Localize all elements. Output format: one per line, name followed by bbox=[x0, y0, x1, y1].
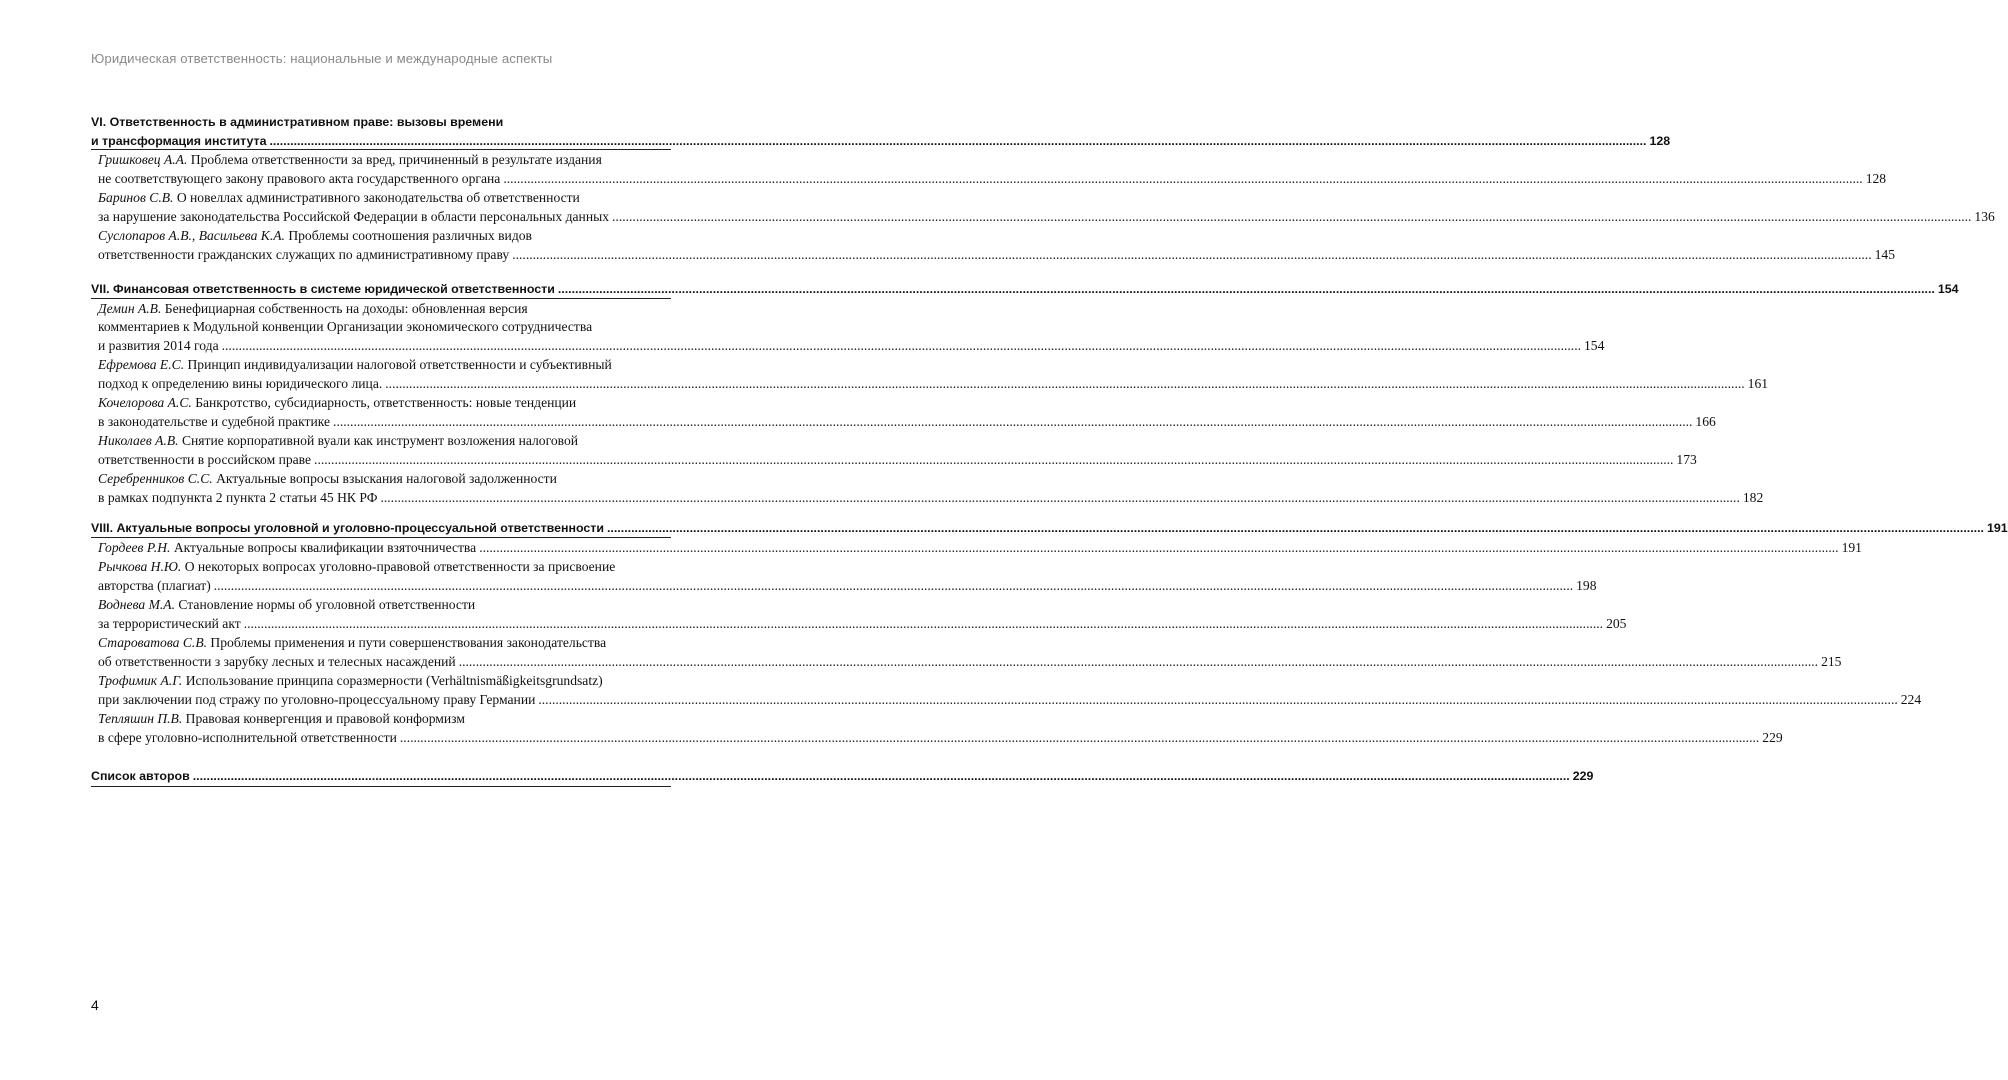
page-ref: 166 bbox=[1695, 413, 1716, 429]
entry-text: комментариев к Модульной конвенции Организации экономического сотрудничества bbox=[98, 319, 593, 334]
entry-author: Кочелорова А.С. bbox=[98, 395, 192, 410]
page-ref: 229 bbox=[1572, 769, 1594, 783]
toc-entry bbox=[98, 672, 671, 690]
entry-text: Серебренников С.С. Актуальные вопросы взыскания налоговой задолженности bbox=[98, 471, 557, 486]
entry-author: Тепляшин П.В. bbox=[98, 711, 183, 726]
dot-leader: ................................................................................................................................................................................................................................................................................................................................................................................................................ bbox=[269, 133, 1647, 148]
entry-text: Суслопаров А.В., Васильева К.А. Проблемы соотношения различных видов bbox=[98, 228, 532, 243]
toc-entry bbox=[98, 151, 671, 169]
toc-entry bbox=[98, 300, 671, 318]
toc-entry bbox=[98, 413, 1716, 431]
page-number: 4 bbox=[91, 997, 99, 1013]
dot-leader: ................................................................................................................................................................................................................................................................................................................................................................................................................ bbox=[213, 577, 1574, 593]
dot-leader: ................................................................................................................................................................................................................................................................................................................................................................................................................ bbox=[606, 521, 1984, 535]
page-ref: 191 bbox=[1987, 521, 2008, 535]
entry-text: Гришковец А.А. Проблема ответственности за вред, причиненный в результате издания bbox=[98, 152, 602, 167]
toc-entry bbox=[98, 729, 1783, 747]
authors-list-title: Список авторов bbox=[91, 769, 190, 783]
entry-text: Староватова С.В. Проблемы применения и пути совершенствования законодательства bbox=[98, 635, 607, 650]
entry-text: авторства (плагиат) bbox=[98, 577, 211, 593]
running-head: Юридическая ответственность: национальные и международные аспекты bbox=[91, 51, 553, 66]
dot-leader: ................................................................................................................................................................................................................................................................................................................................................................................................................ bbox=[538, 691, 1898, 707]
entry-author: Гришковец А.А. bbox=[98, 152, 188, 167]
dot-leader: ................................................................................................................................................................................................................................................................................................................................................................................................................ bbox=[458, 653, 1819, 669]
dot-leader: ................................................................................................................................................................................................................................................................................................................................................................................................................ bbox=[380, 489, 1740, 505]
page-ref: 161 bbox=[1747, 375, 1769, 391]
page-ref: 128 bbox=[1649, 133, 1671, 148]
page-ref: 198 bbox=[1576, 577, 1597, 593]
entry-text: Ефремова Е.С. Принцип индивидуализации налоговой ответственности и субъективный bbox=[98, 357, 612, 372]
dot-leader: ................................................................................................................................................................................................................................................................................................................................................................................................................ bbox=[557, 282, 1935, 296]
entry-text: в сфере уголовно-исполнительной ответственности bbox=[98, 729, 397, 745]
dot-leader: ................................................................................................................................................................................................................................................................................................................................................................................................................ bbox=[612, 208, 1972, 224]
toc-entry bbox=[98, 318, 671, 336]
entry-author: Ефремова Е.С. bbox=[98, 357, 185, 372]
page-ref: 205 bbox=[1606, 615, 1627, 631]
section-rule bbox=[91, 298, 671, 299]
toc-entry bbox=[98, 596, 671, 614]
page-ref: 128 bbox=[1865, 170, 1887, 186]
entry-author: Трофимик А.Г. bbox=[98, 673, 183, 688]
section-rule bbox=[91, 786, 671, 787]
toc-entry bbox=[98, 451, 1697, 469]
toc-entry bbox=[98, 577, 1597, 595]
toc-entry bbox=[98, 375, 1769, 393]
entry-text: и развития 2014 года bbox=[98, 337, 219, 353]
entry-text: ответственности гражданских служащих по административному праву bbox=[98, 246, 510, 262]
entry-author: Серебренников С.С. bbox=[98, 471, 213, 486]
section-title-text: и трансформация института bbox=[91, 133, 267, 148]
toc-entry bbox=[98, 337, 1605, 355]
entry-text: Кочелорова А.С. Банкротство, субсидиарность, ответственность: новые тенденции bbox=[98, 395, 577, 410]
page-ref: 145 bbox=[1874, 246, 1895, 262]
section-rule bbox=[91, 537, 671, 538]
page-ref: 173 bbox=[1676, 451, 1697, 467]
page-ref: 229 bbox=[1762, 729, 1783, 745]
toc-entry bbox=[98, 356, 671, 374]
toc-entry bbox=[98, 170, 1887, 188]
section-title-text: VII. Финансовая ответственность в системе юридической ответственности bbox=[91, 282, 555, 296]
page-ref: 154 bbox=[1937, 282, 1959, 296]
page-ref: 182 bbox=[1742, 489, 1764, 505]
entry-author: Суслопаров А.В., Васильева К.А. bbox=[98, 228, 285, 243]
entry-author: Баринов С.В. bbox=[98, 190, 174, 205]
toc-entry bbox=[98, 539, 1862, 557]
entry-text: при заключении под стражу по уголовно-процессуальному праву Германии bbox=[98, 691, 536, 707]
page-ref: 215 bbox=[1821, 653, 1842, 669]
toc-entry bbox=[98, 246, 1895, 264]
entry-text: Воднева М.А. Становление нормы об уголовной ответственности bbox=[98, 597, 476, 612]
toc-entry bbox=[98, 227, 671, 245]
toc-entry bbox=[98, 432, 671, 450]
entry-author: Николаев А.В. bbox=[98, 433, 179, 448]
toc-entry bbox=[98, 558, 671, 576]
page-ref: 224 bbox=[1900, 691, 1922, 707]
dot-leader: ................................................................................................................................................................................................................................................................................................................................................................................................................ bbox=[399, 729, 1760, 745]
toc-entry bbox=[98, 634, 671, 652]
entry-text: за террористический акт bbox=[98, 615, 241, 631]
toc-entry bbox=[98, 394, 671, 412]
page-ref: 154 bbox=[1584, 337, 1605, 353]
section-1-title bbox=[91, 113, 671, 131]
dot-leader: ................................................................................................................................................................................................................................................................................................................................................................................................................ bbox=[243, 615, 1604, 631]
entry-text: ответственности в российском праве bbox=[98, 451, 312, 467]
entry-text: Демин А.В. Бенефициарная собственность на доходы: обновленная версия bbox=[98, 300, 528, 316]
authors-list-entry bbox=[91, 767, 1594, 785]
toc-entry bbox=[98, 710, 671, 728]
dot-leader: ................................................................................................................................................................................................................................................................................................................................................................................................................ bbox=[314, 451, 1674, 467]
toc-entry bbox=[98, 470, 671, 488]
entry-text: Баринов С.В. О новеллах административного законодательства об ответственности bbox=[98, 190, 580, 205]
entry-text: Рычкова Н.Ю. О некоторых вопросах уголовно-правовой ответственности за присвоение bbox=[98, 559, 616, 574]
dot-leader: ................................................................................................................................................................................................................................................................................................................................................................................................................ bbox=[192, 769, 1570, 783]
entry-text: об ответственности з зарубку лесных и телесных насаждений bbox=[98, 653, 456, 669]
dot-leader: ................................................................................................................................................................................................................................................................................................................................................................................................................ bbox=[479, 539, 1839, 555]
entry-text: подход к определению вины юридического лица. bbox=[98, 375, 383, 391]
toc-entry bbox=[98, 615, 1627, 633]
entry-text: Гордеев Р.Н. Актуальные вопросы квалификации взяточничества bbox=[98, 539, 477, 555]
toc-entry bbox=[98, 653, 1842, 671]
entry-text: не соответствующего закону правового акта государственного органа bbox=[98, 170, 501, 186]
toc-entry bbox=[98, 691, 1922, 709]
section-title-text: VIII. Актуальные вопросы уголовной и уголовно-процессуальной ответственности bbox=[91, 521, 604, 535]
entry-text: Николаев А.В. Снятие корпоративной вуали как инструмент возложения налоговой bbox=[98, 433, 579, 448]
entry-author: Рычкова Н.Ю. bbox=[98, 559, 182, 574]
toc-entry bbox=[98, 489, 1764, 507]
section-3-title bbox=[91, 519, 2008, 537]
section-1-title bbox=[91, 132, 1671, 150]
entry-text: в рамках подпункта 2 пункта 2 статьи 45 НК РФ bbox=[98, 489, 378, 505]
page-ref: 136 bbox=[1974, 208, 1995, 224]
toc-entry bbox=[98, 189, 671, 207]
entry-author: Демин А.В. bbox=[98, 300, 162, 316]
entry-text: за нарушение законодательства Российской Федерации в области персональных данных bbox=[98, 208, 610, 224]
dot-leader: ................................................................................................................................................................................................................................................................................................................................................................................................................ bbox=[503, 170, 1863, 186]
entry-author: Гордеев Р.Н. bbox=[98, 539, 171, 555]
dot-leader: ................................................................................................................................................................................................................................................................................................................................................................................................................ bbox=[221, 337, 1581, 353]
section-2-title bbox=[91, 280, 1959, 298]
section-rule bbox=[91, 149, 671, 150]
toc-entry bbox=[98, 208, 1995, 226]
dot-leader: ................................................................................................................................................................................................................................................................................................................................................................................................................ bbox=[385, 375, 1745, 391]
entry-author: Староватова С.В. bbox=[98, 635, 208, 650]
dot-leader: ................................................................................................................................................................................................................................................................................................................................................................................................................ bbox=[512, 246, 1872, 262]
section-title-text: VI. Ответственность в административном праве: вызовы времени bbox=[91, 115, 504, 129]
entry-text: Трофимик А.Г. Использование принципа соразмерности (Verhältnismäßigkeitsgrundsatz) bbox=[98, 673, 603, 688]
entry-text: в законодательстве и судебной практике bbox=[98, 413, 331, 429]
entry-text: Тепляшин П.В. Правовая конвергенция и правовой конформизм bbox=[98, 711, 465, 726]
entry-author: Воднева М.А. bbox=[98, 597, 176, 612]
page-ref: 191 bbox=[1841, 539, 1862, 555]
dot-leader: ................................................................................................................................................................................................................................................................................................................................................................................................................ bbox=[333, 413, 1693, 429]
